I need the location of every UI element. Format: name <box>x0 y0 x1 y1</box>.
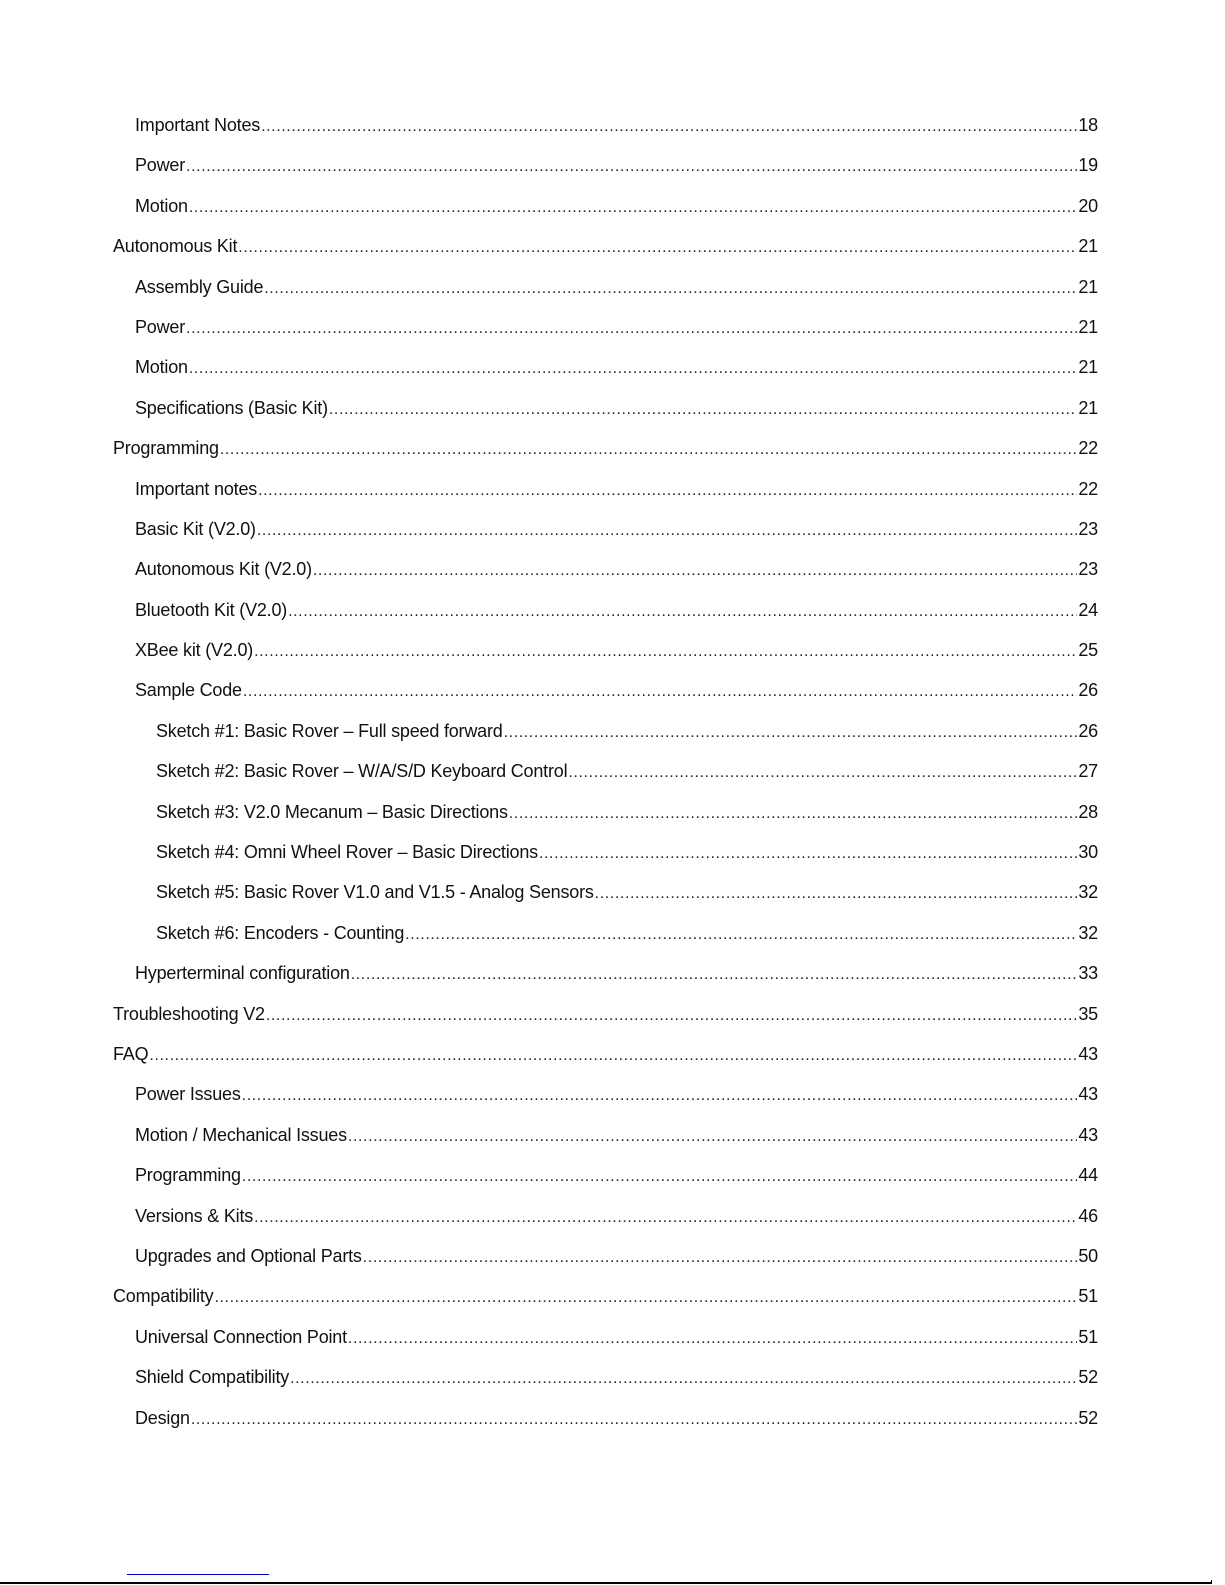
toc-entry-title: XBee kit (V2.0) <box>135 640 254 661</box>
dot-leader <box>348 1327 1077 1351</box>
toc-entry-page: 21 <box>1078 316 1098 337</box>
toc-entry[interactable] <box>0 275 1225 315</box>
toc-entry[interactable] <box>0 1002 1225 1042</box>
toc-entry[interactable] <box>0 477 1225 517</box>
toc-entry-title: Specifications (Basic Kit) <box>135 397 328 418</box>
toc-entry-page: 46 <box>1078 1205 1098 1226</box>
toc-entry[interactable] <box>0 840 1225 880</box>
toc-entry-page: 32 <box>1078 882 1098 903</box>
toc-entry[interactable] <box>0 113 1225 153</box>
toc-entry[interactable] <box>0 1325 1225 1365</box>
toc-entry-title: Programming <box>135 1165 241 1186</box>
toc-entry-page: 28 <box>1078 801 1098 822</box>
toc-entry[interactable] <box>0 1284 1225 1324</box>
toc-entry-title: Important Notes <box>135 115 261 135</box>
toc-entry-title: Versions & Kits <box>135 1205 254 1226</box>
dot-leader <box>313 559 1077 583</box>
toc-entry[interactable] <box>0 396 1225 436</box>
toc-entry-title: Power Issues <box>135 1084 241 1105</box>
toc-entry-page: 21 <box>1078 397 1098 418</box>
toc-entry[interactable] <box>0 961 1225 1001</box>
toc-entry-title: Hyperterminal configuration <box>135 963 350 984</box>
toc-entry[interactable] <box>0 1123 1225 1163</box>
dot-leader <box>568 761 1077 785</box>
toc-entry-title: Universal Connection Point <box>135 1326 347 1347</box>
toc-entry-title: Motion / Mechanical Issues <box>135 1124 347 1145</box>
dot-leader <box>189 196 1077 220</box>
toc-entry-page: 21 <box>1078 236 1098 257</box>
toc-entry-title: Motion <box>135 357 188 378</box>
page-bottom-border <box>0 1582 1212 1584</box>
footer-link-underline[interactable] <box>127 1574 269 1575</box>
toc-entry-page: 27 <box>1078 761 1098 782</box>
table-of-contents <box>0 113 1225 1446</box>
toc-entry-page: 30 <box>1078 842 1098 863</box>
toc-entry-title: Power <box>135 155 186 176</box>
dot-leader <box>288 600 1077 624</box>
toc-entry[interactable] <box>0 759 1225 799</box>
dot-leader <box>290 1367 1077 1391</box>
toc-entry-title: Sketch #3: V2.0 Mecanum – Basic Directions <box>156 801 508 822</box>
toc-entry-title: Motion <box>135 195 188 216</box>
toc-entry[interactable] <box>0 678 1225 718</box>
dot-leader <box>363 1246 1077 1270</box>
toc-entry-page: 18 <box>1078 115 1098 135</box>
toc-entry-title: Sketch #5: Basic Rover V1.0 and V1.5 - Analog Sensors <box>156 882 594 903</box>
toc-entry-page: 21 <box>1078 276 1098 297</box>
toc-entry[interactable] <box>0 1244 1225 1284</box>
toc-entry-page: 25 <box>1078 640 1098 661</box>
toc-entry-page: 23 <box>1078 559 1098 580</box>
dot-leader <box>243 680 1077 704</box>
toc-entry-title: Design <box>135 1407 190 1428</box>
dot-leader <box>539 842 1077 866</box>
toc-entry-page: 51 <box>1078 1286 1098 1307</box>
toc-entry-title: Sketch #6: Encoders - Counting <box>156 922 405 943</box>
toc-entry-page: 32 <box>1078 922 1098 943</box>
toc-entry-title: Basic Kit (V2.0) <box>135 518 256 539</box>
toc-entry-title: Autonomous Kit <box>113 236 238 257</box>
toc-entry-title: Sketch #2: Basic Rover – W/A/S/D Keyboard Control <box>156 761 568 782</box>
toc-entry-page: 52 <box>1078 1407 1098 1428</box>
toc-entry[interactable] <box>0 1365 1225 1405</box>
toc-entry-title: Compatibility <box>113 1286 214 1307</box>
toc-entry[interactable] <box>0 194 1225 234</box>
toc-entry-page: 51 <box>1078 1326 1098 1347</box>
toc-entry[interactable] <box>0 800 1225 840</box>
toc-entry[interactable] <box>0 598 1225 638</box>
toc-entry[interactable] <box>0 436 1225 476</box>
toc-entry-page: 21 <box>1078 357 1098 378</box>
toc-entry-title: Sketch #1: Basic Rover – Full speed forward <box>156 720 503 741</box>
toc-entry[interactable] <box>0 1082 1225 1122</box>
toc-entry-page: 26 <box>1078 680 1098 701</box>
toc-entry[interactable] <box>0 921 1225 961</box>
toc-entry-page: 44 <box>1078 1165 1098 1186</box>
toc-entry-page: 50 <box>1078 1245 1098 1266</box>
toc-entry-title: Autonomous Kit (V2.0) <box>135 559 312 580</box>
dot-leader <box>504 721 1077 745</box>
page-corner-tick <box>1211 1580 1212 1584</box>
dot-leader <box>214 1286 1077 1310</box>
toc-entry-title: Shield Compatibility <box>135 1367 290 1388</box>
toc-entry-title: Power <box>135 316 186 337</box>
toc-entry[interactable] <box>0 355 1225 395</box>
toc-entry-page: 24 <box>1078 599 1098 620</box>
toc-entry[interactable] <box>0 1406 1225 1446</box>
dot-leader <box>261 115 1077 139</box>
dot-leader <box>264 277 1077 301</box>
toc-entry[interactable] <box>0 719 1225 759</box>
toc-entry[interactable] <box>0 1204 1225 1244</box>
toc-entry[interactable] <box>0 638 1225 678</box>
toc-entry-title: Sketch #4: Omni Wheel Rover – Basic Directions <box>156 842 538 863</box>
dot-leader <box>191 1408 1077 1432</box>
dot-leader <box>351 963 1077 987</box>
dot-leader <box>238 236 1077 260</box>
toc-entry-page: 22 <box>1078 438 1098 459</box>
toc-entry-page: 43 <box>1078 1124 1098 1145</box>
toc-entry[interactable] <box>0 517 1225 557</box>
toc-entry-page: 43 <box>1078 1043 1098 1064</box>
dot-leader <box>257 519 1077 543</box>
toc-entry[interactable] <box>0 880 1225 920</box>
toc-entry[interactable] <box>0 1042 1225 1082</box>
toc-entry-title: Troubleshooting V2 <box>113 1003 265 1024</box>
dot-leader <box>254 640 1077 664</box>
toc-entry-page: 20 <box>1078 195 1098 216</box>
toc-entry-title: Important notes <box>135 478 258 499</box>
dot-leader <box>242 1165 1077 1189</box>
dot-leader <box>242 1084 1077 1108</box>
dot-leader <box>266 1004 1077 1028</box>
toc-entry[interactable] <box>0 153 1225 193</box>
toc-entry-page: 33 <box>1078 963 1098 984</box>
toc-entry-page: 26 <box>1078 720 1098 741</box>
dot-leader <box>186 155 1077 179</box>
dot-leader <box>186 317 1077 341</box>
dot-leader <box>509 802 1077 826</box>
dot-leader <box>149 1044 1077 1068</box>
toc-entry-page: 43 <box>1078 1084 1098 1105</box>
dot-leader <box>405 923 1077 947</box>
dot-leader <box>595 882 1077 906</box>
toc-entry-page: 23 <box>1078 518 1098 539</box>
toc-entry-page: 52 <box>1078 1367 1098 1388</box>
toc-entry-page: 35 <box>1078 1003 1098 1024</box>
toc-entry-title: Upgrades and Optional Parts <box>135 1245 362 1266</box>
dot-leader <box>254 1206 1077 1230</box>
dot-leader <box>220 438 1077 462</box>
toc-entry[interactable] <box>0 234 1225 274</box>
toc-entry[interactable] <box>0 1163 1225 1203</box>
toc-entry-title: Assembly Guide <box>135 276 264 297</box>
dot-leader <box>348 1125 1077 1149</box>
dot-leader <box>329 398 1077 422</box>
toc-entry-page: 22 <box>1078 478 1098 499</box>
toc-entry-title: Sample Code <box>135 680 242 701</box>
toc-entry-title: Programming <box>113 438 219 459</box>
toc-entry[interactable] <box>0 557 1225 597</box>
toc-entry-title: Bluetooth Kit (V2.0) <box>135 599 288 620</box>
dot-leader <box>189 357 1077 381</box>
dot-leader <box>258 479 1077 503</box>
toc-entry[interactable] <box>0 315 1225 355</box>
toc-entry-page: 19 <box>1078 155 1098 176</box>
toc-entry-title: FAQ <box>113 1043 149 1064</box>
